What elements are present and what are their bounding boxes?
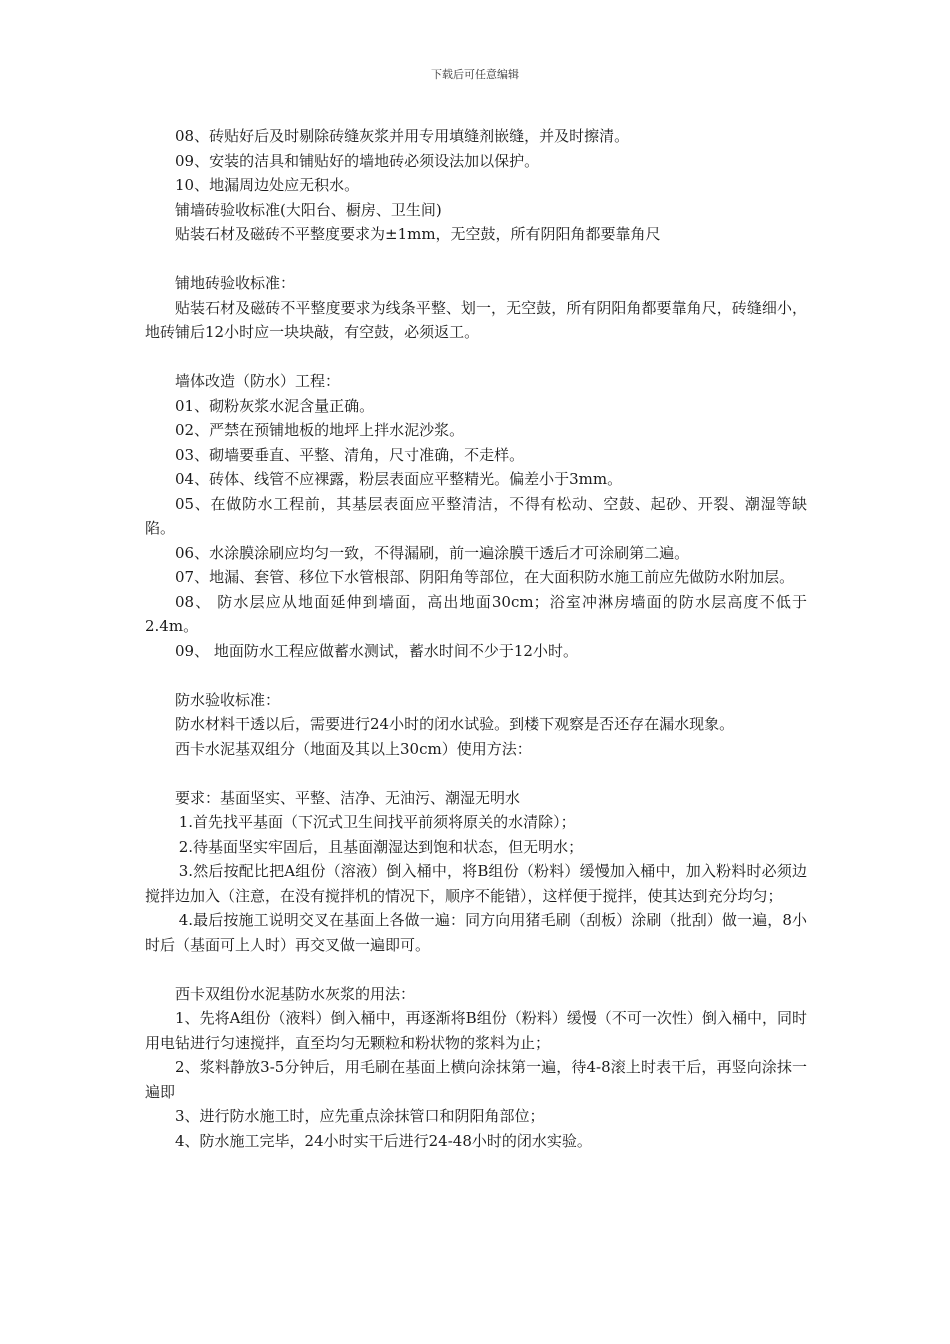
paragraph: 03、砌墙要垂直、平整、清角，尺寸准确，不走样。 bbox=[175, 445, 525, 464]
document-body bbox=[145, 124, 807, 1153]
paragraph-gap bbox=[145, 663, 807, 688]
paragraph: 防水材料干透以后，需要进行24小时的闭水试验。到楼下观察是否还存在漏水现象。 bbox=[175, 715, 735, 733]
page-header: 下载后可任意编辑 bbox=[431, 68, 519, 81]
paragraph: 3、进行防水施工时，应先重点涂抹管口和阴阳角部位； bbox=[175, 1107, 545, 1125]
paragraph: 2、浆料静放3-5分钟后，用毛刷在基面上横向涂抹第一遍，待4-8滚上时表干后，再竖向涂抹一遍即 bbox=[145, 1058, 807, 1101]
paragraph: 西卡双组份水泥基防水灰浆的用法： bbox=[175, 984, 416, 1003]
paragraph: 08、砖贴好后及时剔除砖缝灰浆并用专用填缝剂嵌缝，并及时擦清。 bbox=[175, 127, 630, 145]
paragraph: 铺墙砖验收标准(大阳台、橱房、卫生间) bbox=[175, 200, 442, 219]
paragraph: 1.首先找平基面（下沉式卫生间找平前须将原关的水清除）； bbox=[178, 813, 576, 831]
paragraph: 02、严禁在预铺地板的地坪上拌水泥沙浆。 bbox=[175, 421, 465, 439]
paragraph-gap bbox=[145, 957, 807, 982]
paragraph: 防水验收标准： bbox=[175, 690, 281, 709]
paragraph: 贴装石材及磁砖不平整度要求为线条平整、划一，无空鼓，所有阴阳角都要靠角尺，砖缝细小，地砖铺后12小时应一块块敲，有空鼓，必须返工。 bbox=[145, 298, 807, 341]
paragraph: 3.然后按配比把A组份（溶液）倒入桶中，将B组份（粉料）缓慢加入桶中，加入粉料时必须边搅拌边加入（注意，在没有搅拌机的情况下，顺序不能错），这样便于搅拌，使其达到充分均匀； bbox=[145, 862, 807, 905]
paragraph: 06、水涂膜涂刷应均匀一致，不得漏刷，前一遍涂膜干透后才可涂刷第二遍。 bbox=[175, 543, 690, 562]
paragraph: 01、砌粉灰浆水泥含量正确。 bbox=[175, 396, 375, 415]
paragraph: 要求：基面坚实、平整、洁净、无油污、潮湿无明水 bbox=[175, 788, 521, 807]
paragraph: 10、地漏周边处应无积水。 bbox=[175, 176, 360, 194]
paragraph: 贴装石材及磁砖不平整度要求为±1mm，无空鼓，所有阴阳角都要靠角尺 bbox=[175, 225, 661, 243]
paragraph: 09、安装的洁具和铺贴好的墙地砖必须设法加以保护。 bbox=[175, 151, 540, 170]
paragraph: 08、 防水层应从地面延伸到墙面，高出地面30cm；浴室冲淋房墙面的防水层高度不低于2.4m。 bbox=[145, 592, 807, 635]
paragraph: 4、防水施工完毕，24小时实干后进行24-48小时的闭水实验。 bbox=[175, 1131, 592, 1150]
paragraph: 墙体改造（防水）工程： bbox=[175, 372, 341, 390]
paragraph: 2.待基面坚实牢固后，且基面潮湿达到饱和状态，但无明水； bbox=[178, 837, 584, 856]
paragraph-gap bbox=[145, 761, 807, 786]
paragraph: 4.最后按施工说明交叉在基面上各做一遍：同方向用猪毛刷（刮板）涂刷（批刮）做一遍，8小时后（基面可上人时）再交叉做一遍即可。 bbox=[145, 911, 807, 954]
paragraph: 09、 地面防水工程应做蓄水测试，蓄水时间不少于12小时。 bbox=[175, 641, 578, 660]
paragraph: 铺地砖验收标准： bbox=[175, 274, 296, 292]
paragraph: 07、地漏、套管、移位下水管根部、阴阳角等部位，在大面积防水施工前应先做防水附加层。 bbox=[175, 568, 795, 586]
paragraph: 05、在做防水工程前，其基层表面应平整清洁，不得有松动、空鼓、起砂、开裂、潮湿等缺陷。 bbox=[145, 494, 807, 537]
paragraph: 04、砖体、线管不应裸露，粉层表面应平整精光。偏差小于3mm。 bbox=[175, 470, 623, 488]
paragraph: 1、先将A组份（液料）倒入桶中，再逐渐将B组份（粉料）缓慢（不可一次性）倒入桶中，同时用电钻进行匀速搅拌，直至均匀无颗粒和粉状物的浆料为止； bbox=[145, 1009, 807, 1052]
paragraph-gap bbox=[145, 345, 807, 370]
paragraph: 西卡水泥基双组分（地面及其以上30cm）使用方法： bbox=[175, 739, 532, 758]
paragraph-gap bbox=[145, 247, 807, 272]
